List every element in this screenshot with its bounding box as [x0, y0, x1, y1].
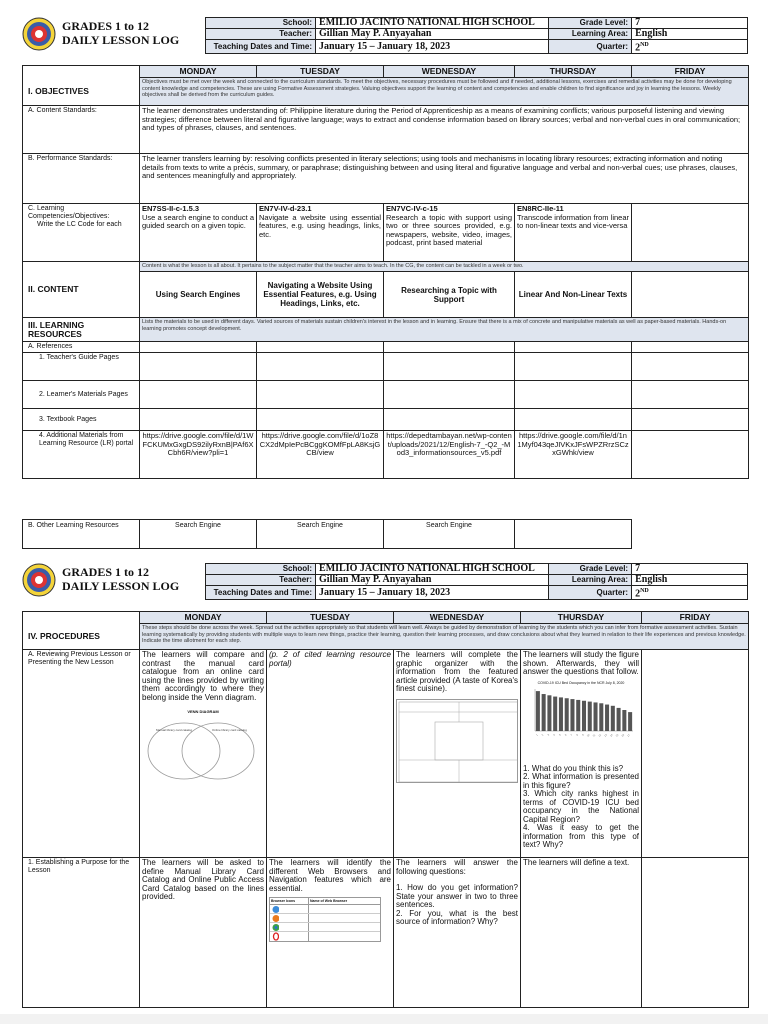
- reviewing-friday: [642, 650, 749, 858]
- content-standards-label: A. Content Standards:: [23, 106, 140, 154]
- chart-bar-4: [553, 696, 557, 730]
- day-friday: FRIDAY: [632, 66, 749, 78]
- purpose-wednesday: [394, 858, 521, 1008]
- question-3: 3. Which city ranks highest in terms of COVID-19 ICU bed occupancy in the National Capital Region?: [523, 789, 639, 824]
- other-resources-label: B. Other Learning Resources: [23, 520, 140, 549]
- objectives-label: I. OBJECTIVES: [23, 78, 140, 106]
- chart-bar-1: [536, 691, 540, 731]
- procedures-label: IV. PROCEDURES: [23, 624, 140, 650]
- browser-table: [269, 897, 381, 942]
- competency-wednesday: EN7VC-IV-c-15 Research a topic with support using two or three sources provided, e.g. newspapers, website, video, images, podcast, print based material: [384, 204, 515, 262]
- purpose-label: 1. Establishing a Purpose for the Lesson: [23, 858, 140, 1008]
- reviewing-monday-text: The learners will compare and contrast the manual card catalogue from an online card using the lines provided by writing them accordingly to where they belong inside the Venn diagram.: [142, 650, 264, 702]
- chart-bar-8: [576, 699, 580, 730]
- grade-label: Grade Level:: [548, 18, 632, 29]
- lesson-table-2: [22, 611, 749, 1008]
- reviewing-thursday-text: The learners will study the figure shown. Afterwards, they will answer the questions that follow.: [523, 650, 639, 676]
- day-wednesday: WEDNESDAY: [384, 66, 515, 78]
- deped-logo-icon: [22, 563, 56, 597]
- grade-value: 7: [632, 564, 748, 575]
- references-label: A. References: [23, 342, 140, 353]
- other-monday: Search Engine: [140, 520, 257, 549]
- purpose-thursday: The learners will define a text.: [521, 858, 642, 1008]
- chart-tick-label: 11: [592, 733, 597, 738]
- purpose-tuesday-text: The learners will identify the different Web Browsers and Navigation features which are essential.: [269, 858, 391, 893]
- browser-icon-3-icon: [270, 923, 308, 931]
- title-line1: GRADES 1 to 12: [62, 565, 150, 579]
- purpose-wednesday-intro: The learners will answer the following questions:: [396, 858, 518, 876]
- teacher-label: Teacher:: [206, 575, 316, 586]
- chart-bar-5: [559, 697, 563, 731]
- quarter-value: 2ND: [632, 40, 748, 54]
- title-line2: DAILY LESSON LOG: [62, 33, 180, 47]
- chart-tick-label: 8: [575, 733, 579, 737]
- chart-bar-14: [611, 705, 615, 730]
- competency-friday: [632, 204, 749, 262]
- reviewing-label: A. Reviewing Previous Lesson or Presenting the New Lesson: [23, 650, 140, 858]
- area-label: Learning Area:: [548, 575, 632, 586]
- chart-tick-label: 13: [603, 733, 608, 738]
- reviewing-tuesday: (p. 2 of cited learning resource portal): [267, 650, 394, 858]
- competencies-sub: Write the LC Code for each: [37, 221, 122, 228]
- chart-bar-16: [622, 710, 626, 731]
- venn-title: VENN DIAGRAM: [187, 709, 219, 714]
- header-info-table: [205, 17, 748, 54]
- reviewing-monday: [140, 650, 267, 858]
- day-thursday: THURSDAY: [515, 66, 632, 78]
- link-monday[interactable]: https://drive.google.com/file/d/1WFCKUMxGxgDS92ilyRxnB|PAf6XCbh6R/view?pli=1: [140, 431, 257, 479]
- chart-tick-label: 9: [581, 733, 585, 737]
- dates-label: Teaching Dates and Time:: [206, 586, 316, 600]
- venn-diagram: [142, 708, 264, 784]
- venn-left-label: Manual library card catalog: [156, 727, 193, 732]
- dates-label: Teaching Dates and Time:: [206, 40, 316, 54]
- objectives-note: Objectives must be met over the week and connected to the curriculum standards. To meet the objectives, necessary procedures must be followed and if needed, additional lessons, exercises and remedial activities may be done for developing content knowledge and competencies. These are using Formative Assessment strategies. Valuing objectives support the learning of content and competencies and enable children to find significance and joy in learning the lessons. Weekly objectives shall be derived from the curriculum guides.: [140, 78, 749, 106]
- competency-thursday: EN8RC-IIe-11 Transcode information from linear to non-linear texts and vice-versa: [515, 204, 632, 262]
- chart-bar-12: [599, 703, 603, 731]
- dll-title: [62, 19, 179, 47]
- reviewing-thursday: [521, 650, 642, 858]
- bar-chart-svg: [523, 685, 639, 759]
- topic-monday: Using Search Engines: [140, 272, 257, 318]
- purpose-monday: The learners will be asked to define Manual Library Card Catalog and Online Public Access Card Catalog based on the lines provided.: [140, 858, 267, 1008]
- link-wednesday[interactable]: https://depedtambayan.net/wp-content/uploads/2021/12/English-7_-Q2_-Mod3_informationsources_v5.pdf: [384, 431, 515, 479]
- chart-tick-label: 2: [541, 733, 545, 737]
- header-info-table: [205, 563, 748, 600]
- teacher-value: Gillian May P. Anyayahan: [316, 575, 549, 586]
- quarter-value: 2ND: [632, 586, 748, 600]
- dates-value: January 15 – January 18, 2023: [316, 40, 549, 54]
- grade-label: Grade Level:: [548, 564, 632, 575]
- browser-icon-1-icon: [270, 905, 308, 913]
- chart-tick-label: 12: [597, 733, 603, 738]
- page-bottom-strip: [0, 1014, 768, 1024]
- chart-tick-label: 17: [626, 733, 631, 738]
- chart-tick-label: 14: [609, 733, 614, 738]
- school-value: EMILIO JACINTO NATIONAL HIGH SCHOOL: [316, 564, 549, 575]
- teacher-value: Gillian May P. Anyayahan: [316, 29, 549, 40]
- dates-value: January 15 – January 18, 2023: [316, 586, 549, 600]
- header-block-2: [22, 563, 748, 600]
- learners-materials-label: 2. Learner's Materials Pages: [23, 381, 140, 409]
- purpose-friday: [642, 858, 749, 1008]
- chart-bar-3: [547, 695, 551, 731]
- chart-bar-17: [628, 712, 632, 731]
- question-1: 1. What do you think this is?: [523, 763, 624, 773]
- topic-tuesday: Navigating a Website Using Essential Features, e.g. Using Headings, Links, etc.: [257, 272, 384, 318]
- browser-col1: Browser Icons: [271, 899, 296, 903]
- procedures-note: These steps should be done across the week. Spread out the activities appropriately so that students will learn well. Always be guided by demonstration of learning by the students which you can infer from formative assessment activities. Sustain learning systematically by providing students with multiple ways to learn new things, practice their learning, question their learning processes, and draw conclusions about what they learned in relation to their life experiences and previous knowledge. Indicate the time allotment for each step.: [140, 624, 749, 650]
- chart-title: COVID-19 ICU Bed Occupancy in the NCR July 8, 2020: [537, 680, 625, 685]
- area-value: English: [632, 575, 748, 586]
- quarter-label: Quarter:: [548, 40, 632, 54]
- day-monday: MONDAY: [140, 66, 257, 78]
- title-line2: DAILY LESSON LOG: [62, 579, 180, 593]
- day-tuesday: TUESDAY: [267, 612, 394, 624]
- header-block-1: [22, 17, 748, 54]
- browser-icon-4-icon: [270, 932, 308, 941]
- chart-tick-label: 10: [586, 733, 591, 738]
- venn-right-label: Online library card catalog: [212, 727, 247, 732]
- topic-friday: [632, 272, 749, 318]
- link-thursday[interactable]: https://drive.google.com/file/d/1n1Myf043qeJIVKxJFsWPZRrzSCzxGWhk/view: [515, 431, 632, 479]
- purpose-wednesday-q1: 1. How do you get information? State your answer in two to three sentences.: [396, 883, 518, 909]
- day-thursday: THURSDAY: [521, 612, 642, 624]
- chart-tick-label: 1: [535, 733, 539, 737]
- lesson-table-1: [22, 65, 749, 479]
- title-line1: GRADES 1 to 12: [62, 19, 150, 33]
- additional-materials-label: 4. Additional Materials from Learning Resource (LR) portal: [23, 431, 140, 479]
- reviewing-wednesday-text: The learners will complete the graphic organizer with the information from the featured article provided (A taste of Korea's finest cuisine).: [396, 650, 518, 693]
- chart-bar-13: [605, 704, 609, 730]
- question-2: 2. What information is presented in this figure?: [523, 772, 639, 790]
- content-label: II. CONTENT: [23, 262, 140, 318]
- icu-chart: [523, 681, 639, 761]
- question-4: 4. Was it easy to get the information from this type of text? Why?: [523, 823, 639, 849]
- chart-tick-label: 6: [564, 733, 568, 737]
- competency-tuesday: EN7V-IV-d-23.1 Navigate a website using essential features, e.g. using headings, links, etc.: [257, 204, 384, 262]
- teacher-label: Teacher:: [206, 29, 316, 40]
- other-resources-table: [22, 519, 749, 549]
- day-monday: MONDAY: [140, 612, 267, 624]
- venn-circles: [142, 717, 260, 783]
- chart-bar-2: [542, 694, 546, 731]
- performance-standards-text: The learner transfers learning by: resolving conflicts presented in literary selections; using tools and mechanisms in locating library resources; extracting information and noting details from texts to write a précis, summary, or paraphrase; distinguishing between and using literal and figurative language and verbal and non-verbal cues; use phrases, clauses, and sentences meaningfully and appropriately.: [140, 154, 749, 204]
- content-standards-text: The learner demonstrates understanding of: Philippine literature during the Period of Apprenticeship as a means of examining conflicts; various purposeful listening and viewing strategies; difference between literal and figurative language; ways to extract and condense information based on library sources; verbal and non-verbal cues in oral communication; and types of phrases, clauses, and sentences.: [140, 106, 749, 154]
- area-label: Learning Area:: [548, 29, 632, 40]
- topic-thursday: Linear And Non-Linear Texts: [515, 272, 632, 318]
- day-tuesday: TUESDAY: [257, 66, 384, 78]
- chart-tick-label: 5: [558, 733, 562, 737]
- chart-bar-9: [582, 700, 586, 730]
- purpose-wednesday-q2: 2. For you, what is the best source of information? Why?: [396, 908, 518, 926]
- link-tuesday[interactable]: https://drive.google.com/file/d/1oZ8CX2dMpIePcBCggKOMfFpLA8KsjGCB/view: [257, 431, 384, 479]
- teachers-guide-label: 1. Teacher's Guide Pages: [23, 353, 140, 381]
- chart-tick-label: 7: [570, 733, 574, 737]
- resources-label: III. LEARNING RESOURCES: [23, 318, 140, 342]
- chart-tick-label: 15: [615, 733, 620, 738]
- reviewing-wednesday: [394, 650, 521, 858]
- chart-bar-6: [565, 698, 569, 731]
- other-tuesday: Search Engine: [257, 520, 384, 549]
- dll-title: [62, 565, 179, 593]
- purpose-tuesday: [267, 858, 394, 1008]
- grade-value: 7: [632, 18, 748, 29]
- browser-col2: Name of Web Browser: [308, 898, 380, 904]
- chart-tick-label: 16: [620, 733, 626, 738]
- school-value: EMILIO JACINTO NATIONAL HIGH SCHOOL: [316, 18, 549, 29]
- day-wednesday: WEDNESDAY: [394, 612, 521, 624]
- deped-logo-icon: [22, 17, 56, 51]
- school-label: School:: [206, 564, 316, 575]
- performance-standards-label: B. Performance Standards:: [23, 154, 140, 204]
- area-value: English: [632, 29, 748, 40]
- resources-note: Lists the materials to be used in different days. Varied sources of materials sustain children's interest in the lesson and in learning. Ensure that there is a mix of concrete and manipulative materials as well as paper-based materials. Hands-on learning promotes concept development.: [140, 318, 749, 342]
- other-wednesday: Search Engine: [384, 520, 515, 549]
- chart-tick-label: 3: [547, 733, 551, 737]
- chart-bar-15: [617, 707, 621, 730]
- chart-bar-11: [594, 702, 598, 731]
- chart-bar-7: [570, 699, 574, 731]
- textbook-label: 3. Textbook Pages: [23, 409, 140, 431]
- chart-tick-label: 4: [552, 733, 556, 737]
- content-note: Content is what the lesson is all about. It pertains to the subject matter that the teacher aims to teach. In the CG, the content can be tackled in a week or two.: [140, 262, 749, 272]
- competencies-label: [23, 204, 140, 262]
- browser-icon-2-icon: [270, 914, 308, 922]
- day-friday: FRIDAY: [642, 612, 749, 624]
- school-label: School:: [206, 18, 316, 29]
- topic-wednesday: Researching a Topic with Support: [384, 272, 515, 318]
- graphic-organizer: [396, 699, 518, 783]
- competencies-title: C. Learning Competencies/Objectives:: [28, 205, 110, 220]
- chart-bar-10: [588, 701, 592, 730]
- quarter-label: Quarter:: [548, 586, 632, 600]
- competency-monday: EN7SS-II-c-1.5.3 Use a search engine to conduct a guided search on a given topic.: [140, 204, 257, 262]
